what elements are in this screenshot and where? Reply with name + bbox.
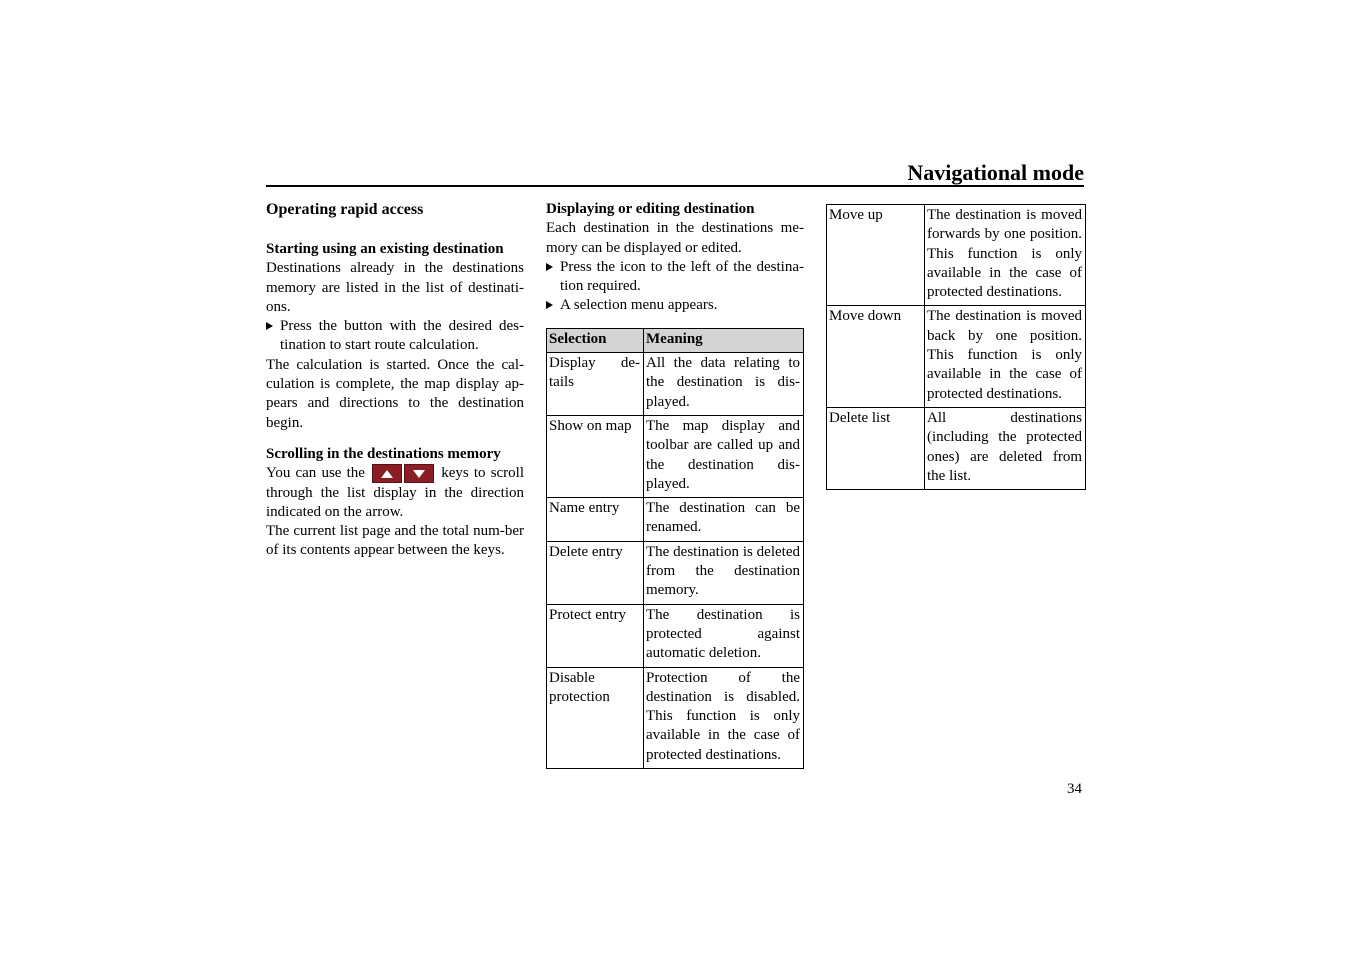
table-cell-meaning: The destination is protected against automatic deletion. xyxy=(644,604,804,667)
bullet-triangle-icon xyxy=(546,263,553,271)
right-column xyxy=(826,204,1086,490)
table-cell-selection: Delete entry xyxy=(547,541,644,604)
left-column xyxy=(266,200,524,561)
bullet-triangle-icon xyxy=(266,322,273,330)
table-cell-selection: Name entry xyxy=(547,498,644,542)
table-cell-meaning: The destination is deleted from the destination memory. xyxy=(644,541,804,604)
table-cell-selection: Disable protection xyxy=(547,667,644,768)
table-row xyxy=(827,205,1086,306)
arrow-down-icon xyxy=(404,464,434,483)
table-cell-meaning: All the data relating to the destination is dis-played. xyxy=(644,353,804,416)
table-header-cell: Selection xyxy=(547,328,644,352)
text-before-keys: You can use the xyxy=(266,465,365,482)
table-cell-selection: Move down xyxy=(827,306,925,407)
page-header-title: Navigational mode xyxy=(907,160,1084,185)
table-header-row xyxy=(547,328,804,352)
table-row xyxy=(827,306,1086,407)
bullet-triangle-icon xyxy=(546,301,553,309)
selection-table-continued xyxy=(826,204,1086,490)
table-header-cell: Meaning xyxy=(644,328,804,352)
bullet-text: A selection menu appears. xyxy=(560,297,718,314)
instruction-bullet xyxy=(266,317,524,356)
table-cell-meaning: The destination is moved back by one position. This function is only available in the case of protected destinations. xyxy=(925,306,1086,407)
header-rule xyxy=(266,185,1084,187)
subsection-title-start: Starting using an existing destination xyxy=(266,241,504,257)
table-cell-selection: Move up xyxy=(827,205,925,306)
table-cell-selection: Protect entry xyxy=(547,604,644,667)
arrow-up-icon xyxy=(372,464,402,483)
paragraph-keys xyxy=(266,464,524,522)
table-row xyxy=(547,415,804,497)
subsection-title-editing: Displaying or editing destination xyxy=(546,201,755,217)
middle-column xyxy=(546,200,804,769)
subsection-title-scrolling: Scrolling in the destinations memory xyxy=(266,445,501,462)
table-row xyxy=(547,353,804,416)
paragraph: The current list page and the total num-ber of its contents appear between the keys. xyxy=(266,523,524,559)
bullet-text: Press the icon to the left of the destina-tion required. xyxy=(560,258,804,295)
table-row xyxy=(547,667,804,768)
selection-table xyxy=(546,328,804,769)
table-cell-meaning: The destination can be renamed. xyxy=(644,498,804,542)
text-after-keys: keys to scroll through the list display in the direction indicated on the arrow. xyxy=(266,465,525,520)
table-row xyxy=(547,604,804,667)
table-cell-meaning: Protection of the destination is disabled. This function is only available in the case of protected destinations. xyxy=(644,667,804,768)
table-row xyxy=(827,407,1086,489)
scroll-keys xyxy=(372,464,434,481)
instruction-bullet xyxy=(546,258,804,297)
table-cell-selection: Show on map xyxy=(547,415,644,497)
paragraph: Destinations already in the destinations memory are listed in the list of destinati-ons. xyxy=(266,260,524,315)
table-cell-meaning: The destination is moved forwards by one position. This function is only available in the case of protected destinations. xyxy=(925,205,1086,306)
bullet-text: Press the button with the desired des-tination to start route calculation. xyxy=(280,318,524,354)
paragraph: Each destination in the destinations me-mory can be displayed or edited. xyxy=(546,220,804,256)
page-number: 34 xyxy=(1067,781,1082,797)
table-row xyxy=(547,541,804,604)
result-bullet xyxy=(546,296,804,315)
paragraph: The calculation is started. Once the cal-culation is complete, the map display ap-pears and directions to the destination begin. xyxy=(266,356,524,431)
table-cell-meaning: All destinations (including the protected ones) are deleted from the list. xyxy=(925,407,1086,489)
section-heading: Operating rapid access xyxy=(266,201,424,218)
table-row xyxy=(547,498,804,542)
table-cell-selection: Display de-tails xyxy=(547,353,644,416)
table-cell-selection: Delete list xyxy=(827,407,925,489)
table-cell-meaning: The map display and toolbar are called up and the destination dis-played. xyxy=(644,415,804,497)
